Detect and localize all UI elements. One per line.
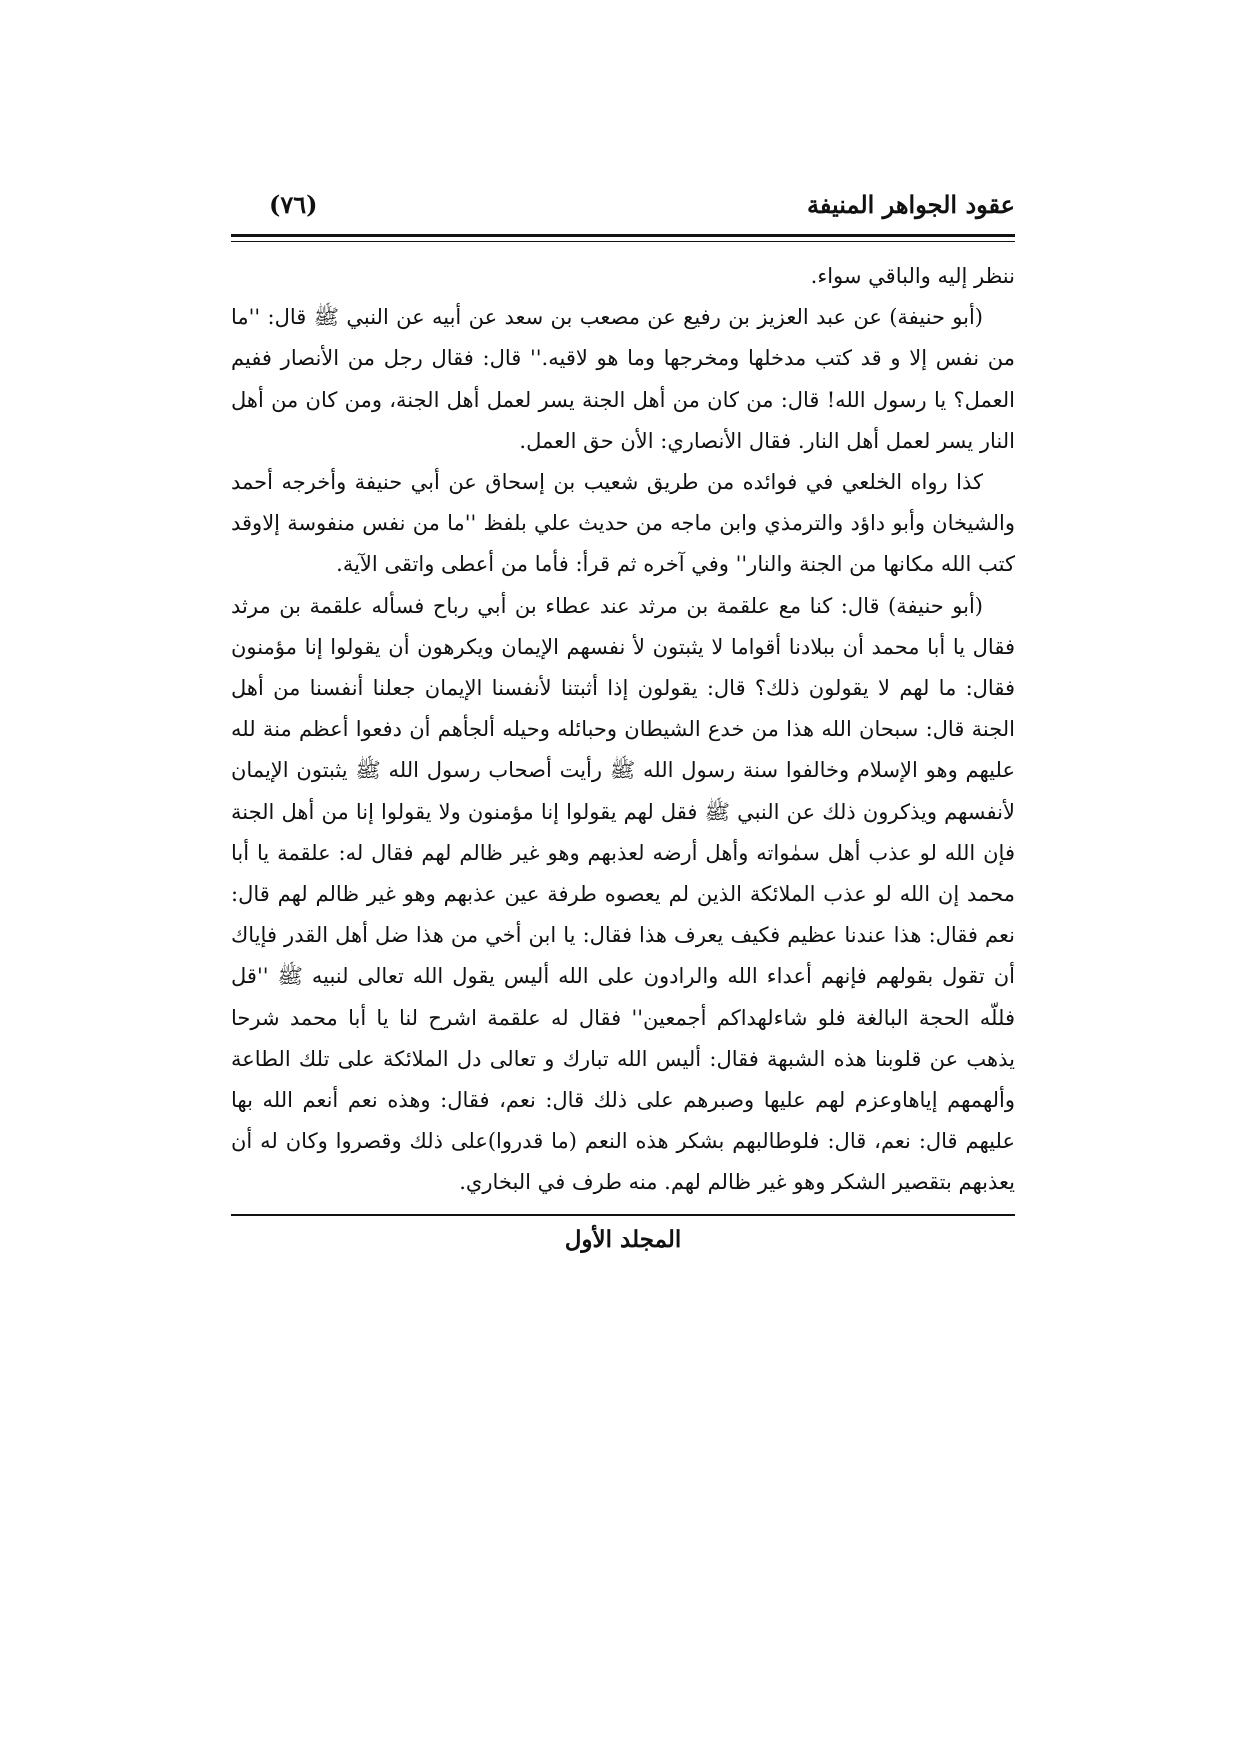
header-rule-thick <box>231 234 1015 237</box>
paragraph: ننظر إليه والباقي سواء. <box>810 264 1015 288</box>
footer-rule <box>231 1214 1015 1216</box>
paragraph: كذا رواه الخلعي في فوائده من طريق شعيب بن إسحاق عن أبي حنيفة وأخرجه أحمد والشيخان وأبو داؤد والترمذي وابن ماجه من حديث علي بلفظ ''ما من نفس منفوسة إلاوقد كتب الله مكانها من الجنة والنار'' وفي آخره ثم قرأ: فأما من أعطى واتقى الآية. <box>231 470 1015 577</box>
paragraph: (أبو حنيفة) قال: كنا مع علقمة بن مرثد عند عطاء بن أبي رباح فسأله علقمة بن مرثد فقال يا أبا محمد أن ببلادنا أقواما لا يثبتون لأ نفسهم الإيمان ويكرهون أن يقولوا إنا مؤمنون فقال: ما لهم لا يقولون ذلك؟ قال: يقولون إذا أثبتنا لأنفسنا الإيمان جعلنا أنفسنا من أهل الجنة قال: سبحان الله هذا من خدع الشيطان وحبائله وحيله ألجأهم أن دفعوا أعظم منة لله عليهم وهو الإسلام وخالفوا سنة رسول الله ﷺ رأيت أصحاب رسول الله ﷺ يثبتون الإيمان لأنفسهم ويذكرون ذلك عن النبي ﷺ فقل لهم يقولوا إنا مؤمنون ولا يقولوا إنا من أهل الجنة فإن الله لو عذب أهل سمٰواته وأهل أرضه لعذبهم وهو غير ظالم لهم فقال له: علقمة يا أبا محمد إن الله لو عذب الملائكة الذين لم يعصوه طرفة عين عذبهم وهو غير ظالم لهم قال: نعم فقال: هذا عندنا عظيم فكيف يعرف هذا فقال: يا ابن أخي من هذا ضل أهل القدر فإياك أن تقول بقولهم فإنهم أعداء الله والرادون على الله أليس يقول الله تعالى لنبيه ﷺ ''قل فللّه الحجة البالغة فلو شاءلهداكم أجمعين'' فقال له علقمة اشرح لنا يا أبا محمد شرحا يذهب عن قلوبنا هذه الشبهة فقال: أليس الله تبارك و تعالى دل الملائكة على تلك الطاعة وألهمهم إياهاوعزم لهم عليها وصبرهم على ذلك قال: نعم، فقال: وهذه نعم أنعم الله بها عليهم قال: نعم، قال: فلوطالبهم بشكر هذه النعم (ما قدروا)على ذلك وقصروا وكان له أن يعذبهم بتقصير الشكر وهو غير ظالم لهم. منه طرف في البخاري. <box>231 593 1016 1195</box>
volume-label: المجلد الأول <box>564 1225 682 1253</box>
body-text <box>231 256 1015 1204</box>
document-page <box>231 180 1015 1580</box>
header-rule-thin <box>231 241 1015 242</box>
page-number: (٧٦) <box>269 190 318 219</box>
book-title: عقود الجواهر المنيفة <box>806 190 1015 219</box>
page-header <box>231 180 1015 232</box>
paragraph: (أبو حنيفة) عن عبد العزيز بن رفيع عن مصعب بن سعد عن أبيه عن النبي ﷺ قال: ''ما من نفس إلا و قد كتب مدخلها ومخرجها وما هو لاقيه.'' قال: فقال رجل من الأنصار ففيم العمل؟ يا رسول الله! قال: من كان من أهل الجنة يسر لعمل أهل الجنة، ومن كان من أهل النار يسر لعمل أهل النار. فقال الأنصاري: الأن حق العمل. <box>231 305 1015 453</box>
